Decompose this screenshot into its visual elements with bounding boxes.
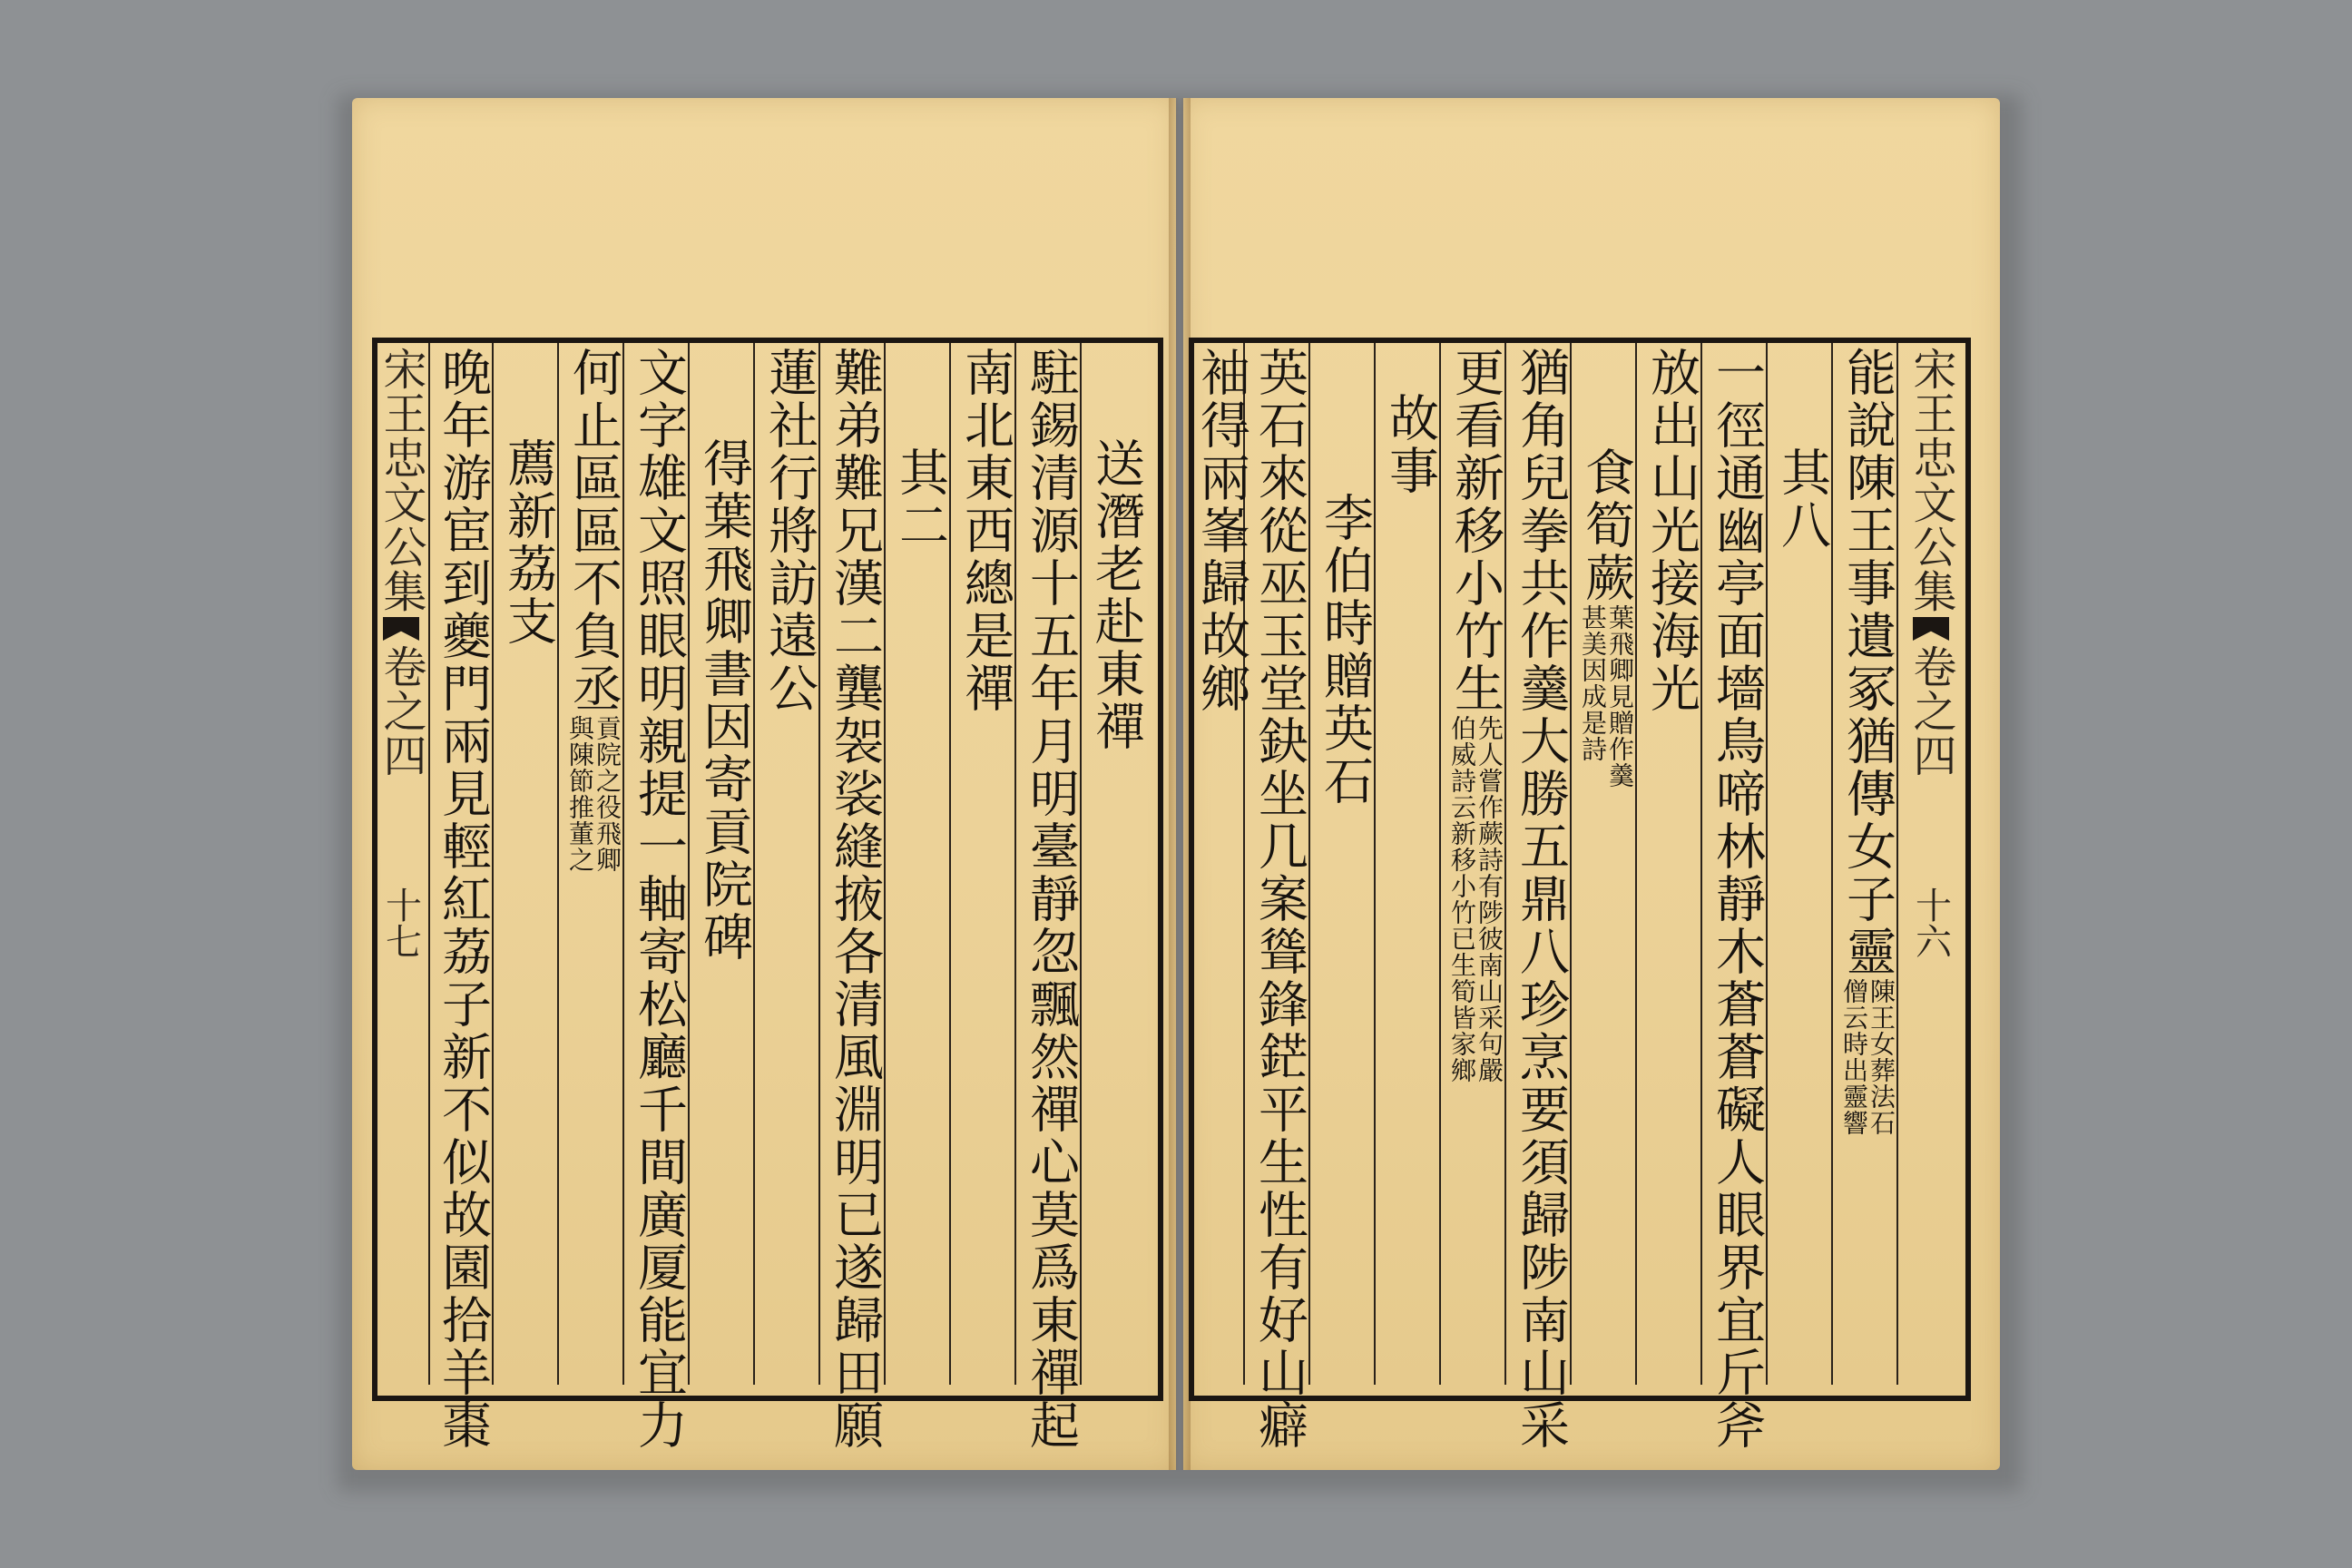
heading-text: 薦新荔支 bbox=[499, 437, 557, 648]
margin-page-number: 十六 bbox=[1909, 887, 1952, 959]
poem-heading bbox=[697, 347, 751, 1472]
column-text: 猶角兒拳共作羹大勝五鼎八珍烹要須歸陟南山采 bbox=[1512, 347, 1570, 1452]
column-text: 袖得兩峯歸故鄉 bbox=[1192, 347, 1250, 715]
fish-tail-mark bbox=[383, 617, 419, 641]
column-text: 一徑通幽亭面墻鳥啼林靜木蒼蒼礙人眼界宜斤斧 bbox=[1708, 347, 1766, 1452]
note-line: 與陳節推董之 bbox=[565, 715, 595, 873]
interlinear-note bbox=[1840, 978, 1895, 1136]
heading-text: 其二 bbox=[891, 446, 949, 552]
text-column bbox=[826, 347, 884, 1452]
column-rule bbox=[1080, 343, 1082, 1385]
column-rule bbox=[428, 343, 430, 1385]
column-rule bbox=[1374, 343, 1376, 1385]
column-rule bbox=[1831, 343, 1833, 1385]
column-text: 難弟難兄漢二龔袈裟縫掖各清風淵明已遂歸田願 bbox=[826, 347, 884, 1452]
note-line: 先人嘗作蕨詩有陟彼南山采句嚴 bbox=[1475, 715, 1504, 1083]
heading-text: 食筍蕨 bbox=[1577, 446, 1635, 604]
poem-heading bbox=[893, 347, 947, 1481]
column-text: 駐錫清源十五年月明臺靜忽飄然禪心莫爲東禪起 bbox=[1022, 347, 1080, 1452]
column-text: 蓮社行將訪遠公 bbox=[760, 347, 818, 715]
column-rule bbox=[1308, 343, 1310, 1385]
text-column bbox=[1644, 347, 1699, 1381]
margin-book-title: 宋王忠文公集 bbox=[1906, 347, 1956, 613]
column-rule bbox=[688, 343, 690, 1385]
text-column bbox=[1250, 347, 1308, 1452]
column-rule bbox=[1014, 343, 1016, 1385]
column-rule bbox=[1766, 343, 1768, 1385]
column-text: 何止區區不負丞 bbox=[564, 347, 622, 715]
text-column bbox=[1512, 347, 1570, 1452]
book-gutter bbox=[1169, 98, 1191, 1470]
column-text: 文字雄文照眼明親提一軸寄松廳千間廣厦能宜力 bbox=[630, 347, 688, 1452]
column-text: 更看新移小竹生 bbox=[1446, 347, 1504, 715]
poem-heading bbox=[501, 347, 555, 1472]
column-rule bbox=[622, 343, 624, 1385]
column-rule bbox=[1439, 343, 1441, 1385]
text-column bbox=[1840, 347, 1895, 1381]
column-rule bbox=[949, 343, 951, 1385]
column-rule bbox=[492, 343, 494, 1385]
margin-volume: 卷之四 bbox=[1906, 644, 1956, 778]
note-line: 葉飛卿見贈作羹 bbox=[1605, 604, 1635, 789]
note-line: 伯威詩云新移小竹已生筍皆家鄉 bbox=[1447, 715, 1477, 1083]
text-column bbox=[1448, 347, 1503, 1381]
interlinear-note bbox=[1448, 715, 1503, 1083]
column-rule bbox=[884, 343, 886, 1385]
heading-text: 送潛老赴東禪 bbox=[1087, 437, 1145, 753]
text-column bbox=[1022, 347, 1080, 1452]
note-line: 陳王女葬法石 bbox=[1867, 978, 1896, 1136]
column-rule bbox=[1570, 343, 1572, 1385]
column-text: 能說陳王事遺冢猶傳女子靈 bbox=[1838, 347, 1896, 978]
column-text: 放出山光接海光 bbox=[1642, 347, 1700, 715]
fish-tail-mark bbox=[1913, 617, 1949, 641]
column-rule bbox=[557, 343, 559, 1385]
right-margin-title bbox=[1906, 347, 1956, 1381]
margin-book-title: 宋王忠文公集 bbox=[376, 347, 426, 613]
text-column bbox=[630, 347, 688, 1452]
poem-heading bbox=[1089, 347, 1143, 1472]
text-column bbox=[1194, 347, 1249, 1381]
poem-heading bbox=[1775, 347, 1829, 1481]
column-rule bbox=[818, 343, 820, 1385]
text-column bbox=[762, 347, 817, 1381]
note-line: 甚美因成是詩 bbox=[1578, 604, 1608, 762]
column-text: 故事 bbox=[1381, 392, 1439, 497]
column-rule bbox=[1700, 343, 1702, 1385]
text-column bbox=[1383, 347, 1437, 1426]
heading-text: 李伯時贈英石 bbox=[1316, 492, 1374, 808]
column-rule bbox=[1504, 343, 1506, 1385]
heading-text: 得葉飛卿書因寄貢院碑 bbox=[695, 437, 753, 964]
margin-page-number: 十七 bbox=[379, 887, 422, 959]
column-text: 南北東西總是禪 bbox=[956, 347, 1014, 715]
text-column bbox=[958, 347, 1013, 1381]
margin-volume: 卷之四 bbox=[376, 644, 426, 778]
column-text: 英石來從巫玉堂鈌坐几案聳鋒鋩平生性有好山癖 bbox=[1250, 347, 1308, 1452]
text-column bbox=[1708, 347, 1766, 1452]
interlinear-note bbox=[566, 715, 621, 873]
poem-heading bbox=[1579, 347, 1633, 1481]
heading-text: 其八 bbox=[1773, 446, 1831, 552]
column-text: 晚年游宦到夔門兩見輕紅荔子新不似故園拾羊棗 bbox=[434, 347, 492, 1452]
interlinear-note bbox=[1579, 604, 1633, 789]
note-line: 貢院之役飛卿 bbox=[593, 715, 622, 873]
text-column bbox=[566, 347, 621, 1381]
left-margin-title bbox=[376, 347, 426, 1381]
note-line: 僧云時出靈響 bbox=[1839, 978, 1869, 1136]
column-rule bbox=[1896, 343, 1898, 1385]
poem-heading bbox=[1318, 347, 1372, 1526]
column-rule bbox=[753, 343, 755, 1385]
column-rule bbox=[1635, 343, 1637, 1385]
text-column bbox=[434, 347, 492, 1452]
